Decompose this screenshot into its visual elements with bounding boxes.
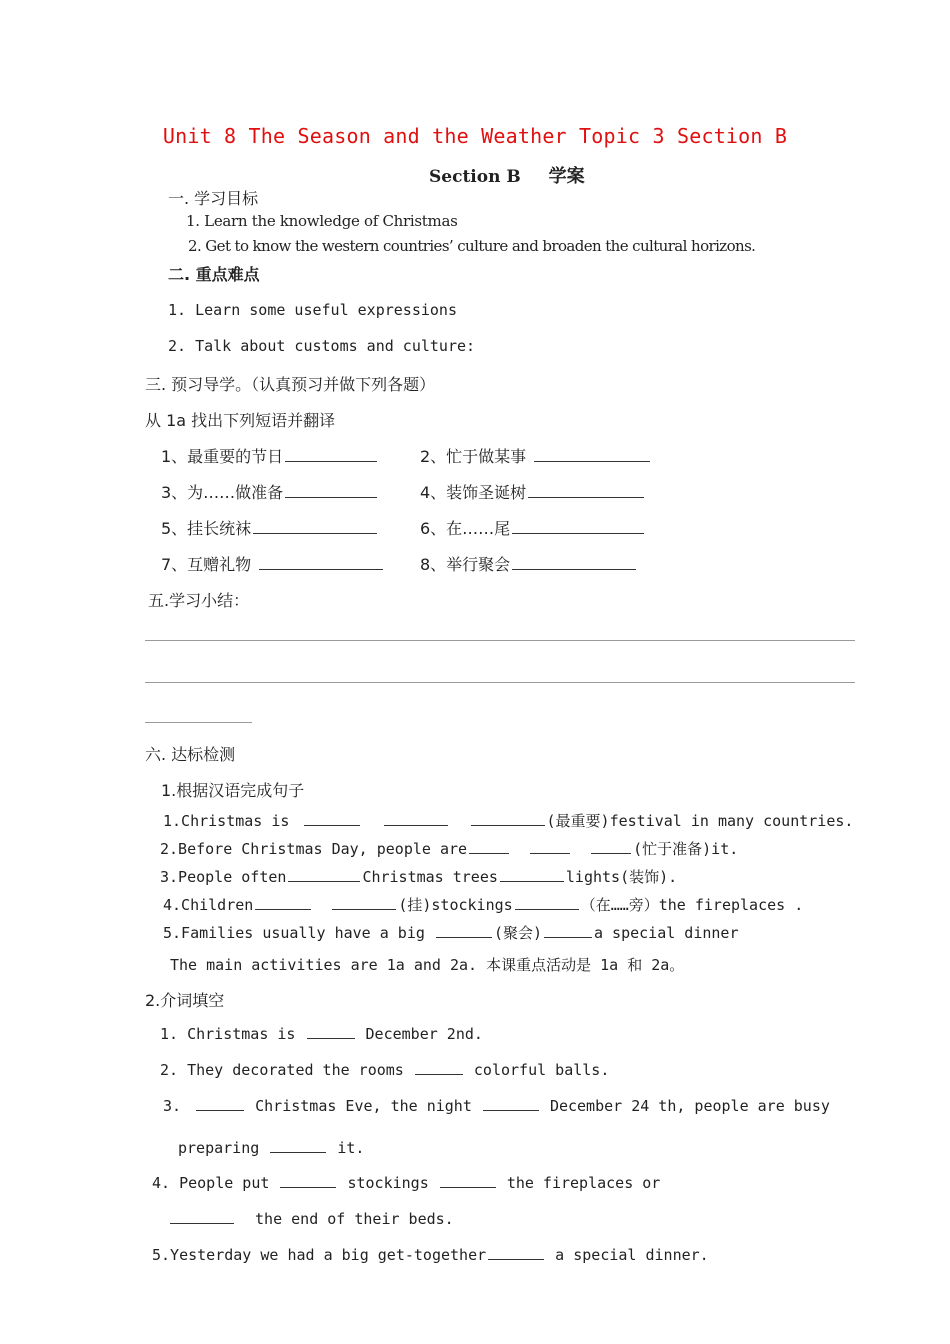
answer-blank[interactable] (530, 852, 570, 854)
sentence-3-text: 3.People often (160, 868, 287, 886)
summary-line-1[interactable] (145, 640, 855, 641)
keypoint-item-1: 1. Learn some useful expressions (168, 301, 457, 319)
phrase-5 (161, 516, 379, 539)
sentence-3 (160, 866, 677, 887)
sentence-2 (160, 838, 738, 859)
sentence-1-hint: (最重要)festival in many countries. (546, 812, 854, 830)
sentence-4-hint: （在……旁）the fireplaces . (580, 896, 804, 914)
answer-blank[interactable] (469, 852, 509, 854)
sentence-3-hint: lights(装饰). (565, 868, 678, 886)
phrase-4-label: 4、装饰圣诞树 (420, 483, 527, 502)
answer-blank[interactable] (307, 1037, 355, 1039)
answer-blank[interactable] (471, 824, 545, 826)
answer-blank[interactable] (512, 532, 644, 534)
answer-blank[interactable] (332, 908, 396, 910)
phrase-2 (420, 444, 652, 467)
prep-3b-end: it. (337, 1139, 365, 1157)
answer-blank[interactable] (384, 824, 448, 826)
subtitle-english: Section B (429, 167, 521, 187)
answer-blank[interactable] (170, 1222, 234, 1224)
phrase-2-label: 2、忙于做某事 (420, 447, 527, 466)
prep-2-end: colorful balls. (473, 1061, 610, 1079)
phrase-8 (420, 552, 638, 575)
answer-blank[interactable] (591, 852, 631, 854)
phrase-3 (161, 480, 379, 503)
phrase-5-label: 5、挂长统袜 (161, 519, 252, 538)
prep-3b-text: preparing (178, 1139, 260, 1157)
prep-3 (163, 1097, 830, 1115)
sentence-4 (163, 894, 803, 915)
sentence-5-text: 5.Families usually have a big (163, 924, 425, 942)
section3-heading: 三. 预习导学。（认真预习并做下列各题） (145, 375, 436, 394)
sentence-4-mid: (挂)stockings (398, 896, 513, 914)
sentence-5-hint: a special dinner (594, 924, 739, 942)
prep-3-continued (178, 1139, 364, 1157)
page-title: Unit 8 The Season and the Weather Topic 3 Section B (162, 124, 788, 148)
answer-blank[interactable] (259, 568, 383, 570)
answer-blank[interactable] (528, 496, 644, 498)
phrase-6-label: 6、在……尾 (420, 519, 511, 538)
prep-3-number: 3. (163, 1097, 182, 1115)
prep-5-end: a special dinner. (555, 1246, 709, 1264)
answer-blank[interactable] (512, 568, 636, 570)
answer-blank[interactable] (415, 1073, 463, 1075)
answer-blank[interactable] (196, 1109, 244, 1111)
part2-title: 2.介词填空 (145, 991, 225, 1010)
prep-2 (160, 1061, 609, 1079)
phrase-7-label: 7、互赠礼物 (161, 555, 252, 574)
prep-2-text: 2. They decorated the rooms (160, 1061, 404, 1079)
section1-heading: 一. 学习目标 (168, 189, 259, 208)
prep-4b-end: the end of their beds. (255, 1210, 454, 1228)
answer-blank[interactable] (288, 880, 360, 882)
answer-blank[interactable] (500, 880, 564, 882)
prep-5-text: 5.Yesterday we had a big get-together (152, 1246, 487, 1264)
prep-1-text: 1. Christmas is (160, 1025, 296, 1043)
answer-blank[interactable] (285, 460, 377, 462)
prep-4-text: 4. People put (152, 1174, 270, 1192)
sentence-3-mid: Christmas trees (362, 868, 498, 886)
answer-blank[interactable] (270, 1151, 326, 1153)
answer-blank[interactable] (253, 532, 377, 534)
answer-blank[interactable] (544, 936, 592, 938)
phrase-8-label: 8、举行聚会 (420, 555, 511, 574)
phrase-6 (420, 516, 646, 539)
prep-4-end: the fireplaces or (506, 1174, 661, 1192)
section3-instruction: 从 1a 找出下列短语并翻译 (145, 411, 336, 430)
sentence-2-hint: (忙于准备)it. (633, 840, 739, 858)
phrase-7 (161, 552, 385, 575)
answer-blank[interactable] (436, 936, 492, 938)
subtitle (429, 162, 585, 188)
goal-item-1: 1. Learn the knowledge of Christmas (186, 212, 458, 230)
prep-4-mid: stockings (347, 1174, 429, 1192)
prep-3-end: December 24 th, people are busy (549, 1097, 830, 1115)
answer-blank[interactable] (255, 908, 311, 910)
sentence-1-text: 1.Christmas is (163, 812, 290, 830)
answer-blank[interactable] (483, 1109, 539, 1111)
activity-note: The main activities are 1a and 2a. 本课重点活动是 1a 和 2a。 (170, 956, 685, 974)
subtitle-chinese: 学案 (548, 166, 585, 187)
sentence-2-text: 2.Before Christmas Day, people are (160, 840, 468, 858)
phrase-3-label: 3、为……做准备 (161, 483, 284, 502)
answer-blank[interactable] (280, 1186, 336, 1188)
sentence-5-mid: (聚会) (493, 924, 542, 942)
answer-blank[interactable] (440, 1186, 496, 1188)
answer-blank[interactable] (304, 824, 360, 826)
prep-4-continued (168, 1210, 454, 1228)
summary-line-2[interactable] (145, 682, 855, 683)
part1-title: 1.根据汉语完成句子 (161, 781, 305, 800)
answer-blank[interactable] (285, 496, 377, 498)
section5-heading: 五.学习小结： (148, 591, 250, 610)
prep-1 (160, 1025, 483, 1043)
prep-1-end: December 2nd. (365, 1025, 483, 1043)
prep-5 (152, 1246, 709, 1264)
phrase-1 (161, 444, 379, 467)
goal-item-2: 2. Get to know the western countries’ culture and broaden the cultural horizons. (188, 237, 756, 255)
answer-blank[interactable] (515, 908, 579, 910)
summary-line-3[interactable] (145, 722, 252, 723)
answer-blank[interactable] (534, 460, 650, 462)
answer-blank[interactable] (488, 1258, 544, 1260)
keypoint-item-2: 2. Talk about customs and culture: (168, 337, 476, 355)
sentence-4-text: 4.Children (163, 896, 254, 914)
sentence-1 (163, 810, 853, 831)
sentence-5 (163, 922, 739, 943)
section2-heading: 二. 重点难点 (168, 265, 260, 284)
phrase-1-label: 1、最重要的节日 (161, 447, 284, 466)
phrase-4 (420, 480, 646, 503)
prep-4 (152, 1174, 660, 1192)
section6-heading: 六. 达标检测 (145, 745, 236, 764)
prep-3-text: Christmas Eve, the night (255, 1097, 472, 1115)
